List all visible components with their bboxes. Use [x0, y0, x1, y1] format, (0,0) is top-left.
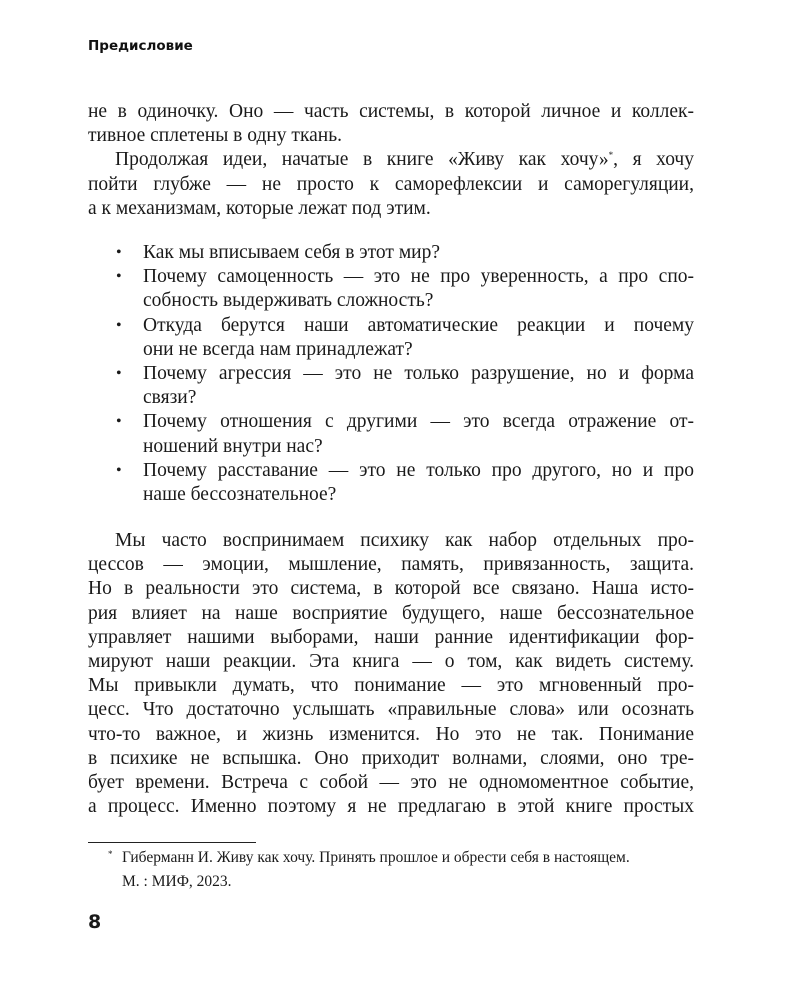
paragraph-main: [88, 529, 694, 819]
bullet-icon: •: [116, 268, 122, 286]
bullet-icon: •: [116, 364, 122, 382]
text-line: Как мы вписываем себя в этот мир?: [143, 242, 440, 263]
list-item: [88, 265, 694, 313]
text-line: Мы часто воспринимаем психику как набор отдельных про-: [115, 530, 694, 551]
footnote-divider: [88, 842, 256, 843]
text-line: Почему отношения с другими — это всегда отражение от-: [143, 411, 694, 433]
running-header: Предисловие: [88, 38, 193, 54]
footnote-mark: *: [108, 849, 113, 859]
footnote-reference[interactable]: *: [608, 150, 614, 161]
text-segment: , я хочу: [613, 149, 694, 171]
footnote-line: [88, 846, 694, 870]
paragraph-continuation: [88, 100, 694, 221]
text-line: ношений внутри нас?: [143, 435, 323, 457]
text-line: Но в реальности это система, в которой все связано. Наша исто-: [88, 578, 694, 600]
text-line: рия влияет на наше восприятие будущего, наше бессознательное: [88, 602, 694, 624]
bullet-icon: •: [116, 413, 122, 431]
list-item: [88, 241, 694, 265]
list-item: [88, 459, 694, 507]
text-line: они не всегда нам принадлежат?: [143, 338, 413, 360]
footnote-text: Гиберманн И. Живу как хочу. Принять прошлое и обрести себя в настоящем.: [122, 849, 630, 866]
bullet-icon: •: [116, 316, 122, 334]
text-line: Почему самоценность — это не про уверенность, а про спо-: [143, 266, 694, 288]
list-item: [88, 410, 694, 458]
text-line: Мы привыкли думать, что понимание — это мгновенный про-: [88, 675, 694, 697]
text-line: тивное сплетены в одну ткань.: [88, 125, 342, 147]
list-item: [88, 362, 694, 410]
text-line: [88, 148, 694, 172]
list-item: [88, 314, 694, 362]
text-line: собность выдерживать сложность?: [143, 290, 434, 312]
text-line: бует времени. Встреча с собой — это не одномоментное событие,: [88, 771, 694, 793]
text-line: управляет нашими выборами, наши ранние идентификации фор-: [88, 626, 694, 648]
text-line: связи?: [143, 387, 197, 409]
footnote: [88, 846, 694, 894]
text-line: Почему расставание — это не только про другого, но и про: [143, 459, 694, 481]
page-number: 8: [88, 911, 102, 933]
text-line: цесс. Что достаточно услышать «правильные слова» или осознать: [88, 699, 694, 721]
text-line: а процесс. Именно поэтому я не предлагаю в этой книге простых: [88, 796, 694, 818]
text-line: а к механизмам, которые лежат под этим.: [88, 197, 431, 219]
text-line: не в одиночку. Оно — часть системы, в которой личное и коллек-: [88, 101, 694, 122]
bullet-list: [88, 241, 694, 507]
text-line: Почему агрессия — это не только разрушение, но и форма: [143, 362, 694, 384]
text-line: наше бессознательное?: [143, 483, 337, 505]
bullet-icon: •: [116, 461, 122, 479]
text-line: пойти глубже — не просто к саморефлексии и саморегуляции,: [88, 173, 694, 195]
text-segment: Продолжая идеи, начатые в книге «Живу как хочу»: [115, 149, 609, 171]
text-line: Откуда берутся наши автоматические реакции и почему: [143, 314, 694, 336]
bullet-icon: •: [116, 244, 122, 261]
text-line: в психике не вспышка. Оно приходит волнами, слоями, оно тре-: [88, 747, 694, 769]
text-line: что-то важное, и жизнь изменится. Но это не так. Понимание: [88, 723, 694, 745]
text-line: мируют наши реакции. Эта книга — о том, как видеть систему.: [88, 650, 694, 672]
text-line: цессов — эмоции, мышление, память, привязанность, защита.: [88, 554, 694, 576]
footnote-line: М. : МИФ, 2023.: [122, 873, 232, 890]
